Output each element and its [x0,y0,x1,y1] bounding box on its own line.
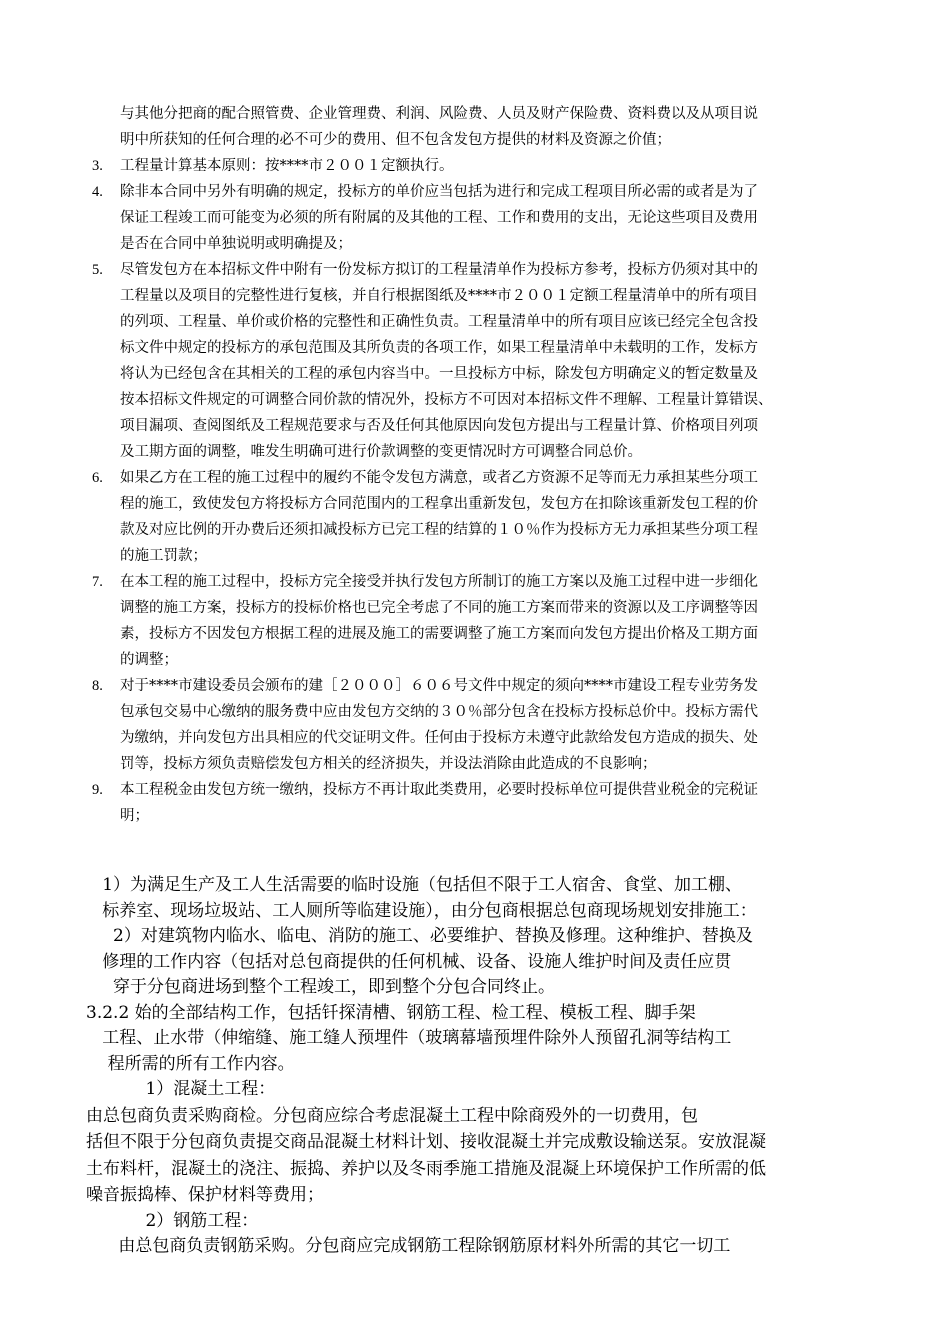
list-item-number: 9. [92,782,103,798]
list-item-text: 工程量计算基本原则：按****市２００１定额执行。 [120,158,454,174]
list-item [92,673,872,777]
section-heading-3-2-2: 3.2.2 始的全部结构工作，包括钎探清槽、钢筋工程、检工程、模板工程、脚手架 [86,1002,696,1023]
scope-section [86,873,876,1260]
list-item-number: 6. [92,470,103,486]
list-item [92,257,872,465]
list-item [92,179,872,257]
list-item-number: 4. [92,184,103,200]
list-item-text: 本工程税金由发包方统一缴纳，投标方不再计取此类费用，必要时投标单位可提供营业税金的完税证 明； [120,782,758,824]
list-item-number: 5. [92,262,103,278]
list-item-number: 7. [92,574,103,590]
list-item-number: 8. [92,678,103,694]
list-item [92,777,872,829]
scope-line: 工程、止水带（伸缩缝、施工缝人预埋件（玻璃幕墙预埋件除外人预留孔洞等结构工 [86,1028,732,1048]
list-item-text: 如果乙方在工程的施工过程中的履约不能令发包方满意，或者乙方资源不足等而无力承担某些分项工 程的施工，致使发包方将投标方合同范围内的工程拿出重新发包，发包方在扣除该重新发包工程的价 款及对应比例的开办费后还须扣减投标方已完工程的结算的１０％作为投标方无力承担某些分项工程 的施工罚款； [120,470,758,564]
subheading-rebar: 2）钢筋工程： [86,1210,259,1231]
terms-list [92,101,872,829]
scope-line: 程所需的所有工作内容。 [86,1053,295,1074]
rebar-paragraph: 由总包商负责钢筋采购。分包商应完成钢筋工程除钢筋原材料外所需的其它一切工 [86,1236,731,1256]
list-item-text: 对于****市建设委员会颁布的建［２０００］６０６号文件中规定的须向****市建设工程专业劳务发 包承包交易中心缴纳的服务费中应由发包方交纳的３０％部分包含在投标方投标总价中。投标方需代 为缴纳，并向发包方出具相应的代交证明文件。任何由于投标方未遵守此款给发包方造成的损失、处 罚等，投标方须负责赔偿发包方相关的经济损失，并设法消除由此造成的不良影响； [120,678,758,772]
list-item [92,153,872,179]
list-item-text: 尽管发包方在本招标文件中附有一份发标方拟订的工程量清单作为投标方参考，投标方仍须对其中的 工程量以及项目的完整性进行复核，并自行根据图纸及****市２００１定额工程量清单中的所有项目 的列项、工程量、单价或价格的完整性和正确性负责。工程量清单中的所有项目应该已经完全包含投 标文件中规定的投标方的承包范围及其所负责的各项工作，如果工程量清单中未载明的工作，发标方 将认为已经包含在其相关的工程的承包内容当中。一旦投标方中标，除发包方明确定义的暂定数量及 按本招标文件规定的可调整合同价款的情况外，投标方不可因对本招标文件不理解、工程量计算错误、 项目漏项、查阅图纸及工程规范要求与否及任何其他原因向发包方提出与工程量计算、价格项目列项 及工期方面的调整，唯发生明确可进行价款调整的变更情况时方可调整合同总价。 [120,262,773,460]
subheading-concrete: 1）混凝土工程： [86,1079,276,1099]
scope-line: 1）为满足生产及工人生活需要的临时设施（包括但不限于工人宿舍、食堂、加工棚、 [86,875,743,895]
concrete-paragraph: 由总包商负责采购商检。分包商应综合考虑混凝土工程中除商殁外的一切费用，包 括但不限于分包商负责提交商品混凝土材料计划、接收混凝土并完成敷设输送泵。安放混凝 土布料杆，混凝土的浇注、振捣、养护以及冬雨季施工措施及混凝上环境保护工作所需的低 噪音振捣棒、保护材料等费用； [86,1105,766,1205]
scope-line: 穿于分包商进场到整个工程竣工，即到整个分包合同终止。 [86,977,556,997]
scope-line: 修理的工作内容（包括对总包商提供的任何机械、设备、设施人维护时间及责任应贯 [86,951,732,972]
scope-line: 标养室、现场垃圾站、工人厕所等临建设施），由分包商根据总包商现场规划安排施工： [86,900,757,921]
list-item-text: 在本工程的施工过程中，投标方完全接受并执行发包方所制订的施工方案以及施工过程中进一步细化 调整的施工方案，投标方的投标价格也已完全考虑了不同的施工方案而带来的资源以及工序调整等因 素，投标方不因发包方根据工程的进展及施工的需要调整了施工方案而向发包方提出价格及工期方面 的调整； [120,574,758,668]
list-item-text: 除非本合同中另外有明确的规定，投标方的单价应当包括为进行和完成工程项目所必需的或者是为了 保证工程竣工而可能变为必须的所有附属的及其他的工程、工作和费用的支出，无论这些项目及费用 是否在合同中单独说明或明确提及； [120,184,758,252]
list-item-number: 3. [92,158,103,174]
list-item [92,465,872,569]
list-item [92,569,872,673]
list-intro-paragraph: 与其他分把商的配合照管费、企业管理费、利润、风险费、人员及财产保险费、资料费以及从项目说 明中所获知的任何合理的必不可少的费用、但不包含发包方提供的材料及资源之价值； [120,106,758,148]
scope-line: 2）对建筑物内临水、临电、消防的施工、必要维护、替换及修理。这种维护、替换及 [86,926,753,946]
